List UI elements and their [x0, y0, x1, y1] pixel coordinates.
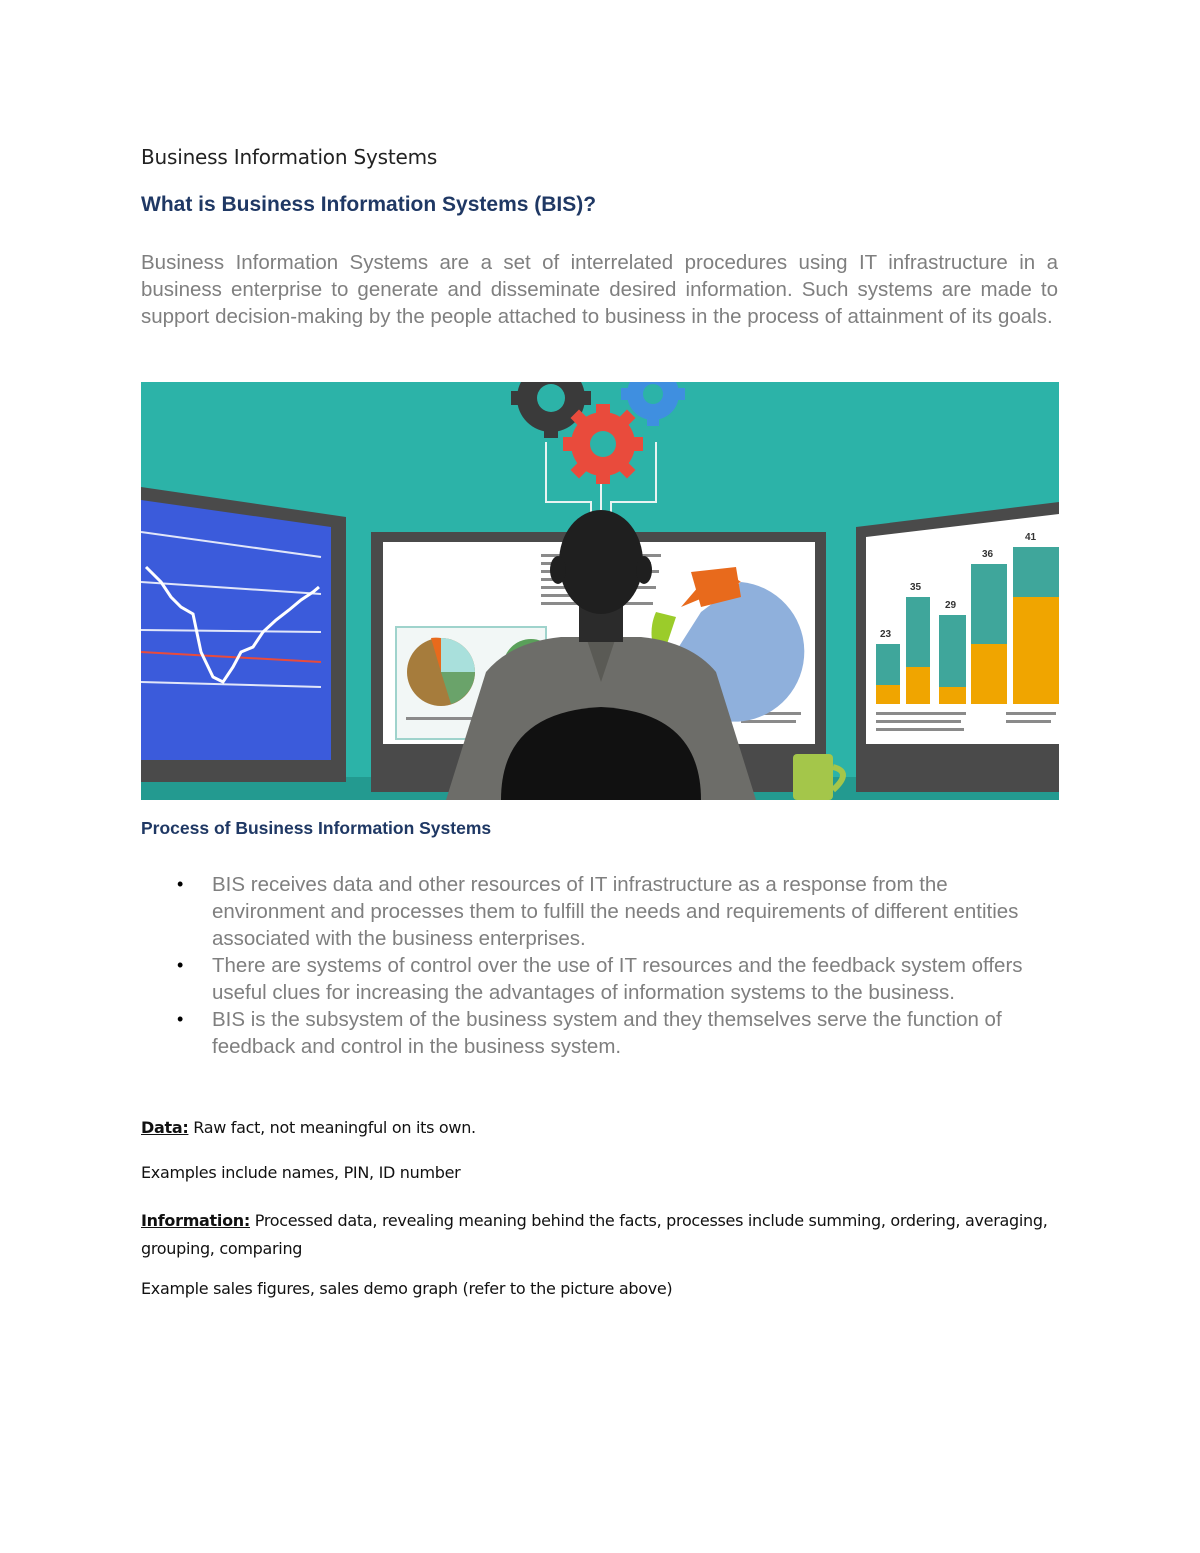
list-item — [141, 1006, 1061, 1060]
left-monitor — [141, 487, 346, 782]
information-term: Information: — [141, 1211, 250, 1230]
bar-label: 36 — [982, 549, 994, 560]
page-title: Business Information Systems — [141, 145, 438, 169]
list-item-text: BIS receives data and other resources of IT infrastructure as a response from the environment and processes them to fulfill the needs and requirements of different entities associated with the business enterprises. — [212, 873, 1019, 950]
list-item-text: There are systems of control over the use of IT resources and the feedback system offers useful clues for increasing the advantages of information systems to the business. — [212, 954, 1023, 1004]
section-heading: What is Business Information Systems (BIS)? — [141, 193, 597, 216]
bar-label: 35 — [910, 582, 922, 593]
information-definition-text: Processed data, revealing meaning behind the facts, processes include summing, ordering, averaging, grouping, comparing — [141, 1211, 1048, 1258]
data-examples: Examples include names, PIN, ID number — [141, 1163, 461, 1182]
small-pie-chart — [407, 638, 475, 706]
business-illustration — [141, 382, 1059, 800]
data-term: Data: — [141, 1118, 189, 1137]
gear-red-icon — [563, 404, 643, 484]
process-list — [141, 871, 1061, 1060]
bullet-icon: • — [177, 955, 184, 975]
bar-label: 23 — [880, 629, 892, 640]
bullet-icon: • — [177, 1009, 184, 1029]
information-example: Example sales figures, sales demo graph (refer to the picture above) — [141, 1279, 673, 1298]
data-definition — [141, 1118, 476, 1137]
list-item — [141, 871, 1061, 952]
list-item — [141, 952, 1061, 1006]
bar-label: 29 — [945, 600, 957, 611]
intro-paragraph: Business Information Systems are a set of interrelated procedures using IT infrastructure in a business enterprise to generate and disseminate desired information. Such systems are made to support decision-making by the people attached to business in the process of attainment of its goals. — [141, 251, 1058, 328]
bar-label: 41 — [1025, 532, 1037, 543]
information-definition — [141, 1207, 1061, 1263]
data-definition-text: Raw fact, not meaningful on its own. — [188, 1118, 476, 1137]
bullet-icon: • — [177, 874, 184, 894]
right-monitor — [856, 502, 1059, 792]
list-item-text: BIS is the subsystem of the business system and they themselves serve the function of feedback and control in the business system. — [212, 1008, 1002, 1058]
process-heading: Process of Business Information Systems — [141, 818, 492, 838]
